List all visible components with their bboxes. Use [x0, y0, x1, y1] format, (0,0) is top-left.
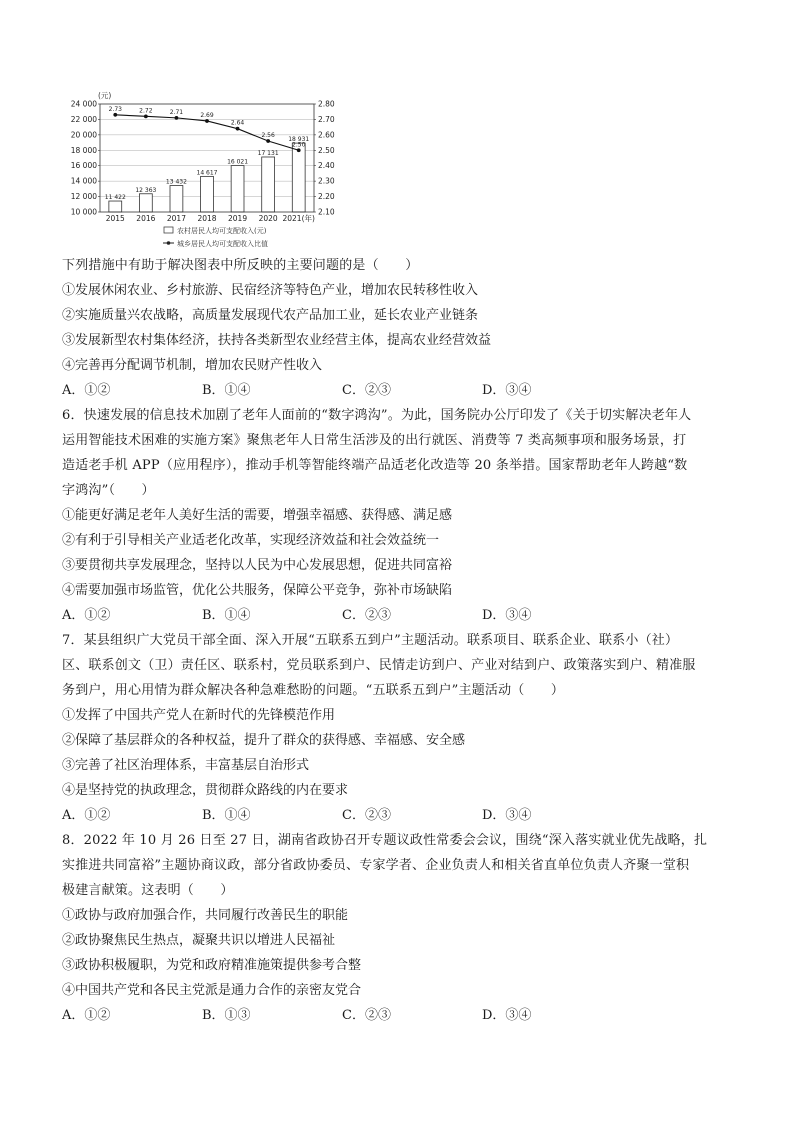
y-tick-label: 14 000	[70, 176, 97, 186]
q7-option-a[interactable]: A．①②	[62, 808, 111, 823]
q7-option-c[interactable]: C．②③	[342, 808, 391, 823]
y-tick-label: 22 000	[70, 114, 97, 124]
ratio-point	[175, 116, 179, 120]
x-tick-label: 2018	[197, 214, 217, 223]
bar	[139, 194, 152, 212]
q8-option-d[interactable]: D．③④	[482, 1008, 532, 1023]
bar	[170, 186, 183, 212]
q8-options	[62, 1006, 742, 1026]
x-tick-label: 2020	[258, 214, 278, 223]
q5-item-4: ④完善再分配调节机制，增加农民财产性收入	[62, 358, 323, 373]
ratio-point	[236, 127, 240, 131]
ratio-data-label: 2.56	[261, 132, 275, 140]
q6-options	[62, 606, 742, 626]
q6-option-a[interactable]: A．①②	[62, 608, 111, 623]
q8-item-4: ④中国共产党和各民主党派是通力合作的亲密友党合	[62, 983, 362, 998]
ratio-data-label: 2.73	[108, 105, 122, 113]
q7-item-4: ④是坚持党的执政理念，贯彻群众路线的内在要求	[62, 783, 349, 798]
q5-item-3: ③发展新型农村集体经济，扶持各类新型农业经营主体，提高农业经营效益	[62, 333, 492, 348]
y-tick-label: 12 000	[70, 192, 97, 202]
bar-series	[105, 136, 310, 212]
ratio-point	[144, 114, 148, 118]
q5-stem: 下列措施中有助于解决图表中所反映的主要问题的是（ ）	[62, 258, 419, 273]
q7-item-3: ③完善了社区治理体系，丰富基层自治形式	[62, 758, 310, 773]
ratio-point	[266, 139, 270, 143]
x-tick-label: 2019	[228, 214, 248, 223]
x-tick-label: 2021(年)	[282, 214, 315, 223]
q7-item-2: ②保障了基层群众的各种权益，提升了群众的获得感、幸福感、安全感	[62, 733, 466, 748]
chart-legend	[163, 226, 268, 248]
bar	[262, 157, 275, 212]
x-tick-label: 2016	[136, 214, 156, 223]
legend-line-marker	[167, 241, 171, 245]
q7-option-b[interactable]: B．①④	[202, 808, 251, 823]
ratio-data-label: 2.50	[292, 141, 306, 149]
y2-tick-label: 2.30	[318, 176, 335, 186]
bar	[292, 143, 305, 212]
q6-item-3: ③要贯彻共享发展理念，坚持以人民为中心发展思想，促进共同富裕	[62, 558, 453, 573]
y2-tick-label: 2.60	[318, 130, 335, 140]
q8-option-c[interactable]: C．②③	[342, 1008, 391, 1023]
q8-stem-line-2: 实推进共同富裕”主题协商议政，部分省政协委员、专家学者、企业负责人和相关省直单位负责人齐聚一堂积	[62, 858, 690, 873]
bar	[201, 176, 214, 212]
bar-data-label: 17 131	[257, 149, 279, 157]
x-tick-label: 2017	[166, 214, 186, 223]
y-tick-label: 10 000	[70, 207, 97, 217]
q5-option-a[interactable]: A．①②	[62, 383, 111, 398]
bar-data-label: 13 432	[165, 178, 187, 186]
q5-option-b[interactable]: B．①④	[202, 383, 251, 398]
q6-stem-line-1: 6．快速发展的信息技术加剧了老年人面前的“数字鸿沟”。为此，国务院办公厅印发了《关于切实解决老年人	[62, 408, 692, 423]
q5-item-2: ②实施质量兴农战略，高质量发展现代农产品加工业，延长农业产业链条	[62, 308, 479, 323]
q6-item-4: ④需要加强市场监管，优化公共服务，保障公平竞争，弥补市场缺陷	[62, 583, 453, 598]
bar-data-label: 14 617	[196, 169, 218, 177]
q7-stem-line-2: 区、联系创文（卫）责任区、联系村，党员联系到户、民情走访到户、产业对结到户、政策落实到户、精准服	[62, 658, 696, 673]
q6-stem-line-2: 运用智能技术困难的实施方案》聚焦老年人日常生活涉及的出行就医、消费等 7 类高频事项和服务场景，打	[62, 433, 687, 448]
q7-stem-line-3: 务到户，用心用情为群众解决各种急难愁盼的问题。“五联系五到户”主题活动（ ）	[62, 683, 565, 698]
q6-option-c[interactable]: C．②③	[342, 608, 391, 623]
bar-data-label: 16 021	[227, 158, 249, 166]
ratio-data-label: 2.72	[139, 107, 153, 115]
y2-tick-label: 2.40	[318, 161, 335, 171]
y-tick-label: 16 000	[70, 161, 97, 171]
q7-options	[62, 806, 742, 826]
ratio-point	[205, 119, 209, 123]
y2-tick-label: 2.10	[318, 207, 335, 217]
bar-data-label: 12 363	[135, 186, 157, 194]
legend-bar-swatch	[164, 227, 173, 233]
q5-option-d[interactable]: D．③④	[482, 383, 532, 398]
y2-tick-label: 2.20	[318, 192, 335, 202]
q7-item-1: ①发挥了中国共产党人在新时代的先锋模范作用	[62, 708, 336, 723]
legend-bar-label: 农村居民人均可支配收入(元)	[177, 227, 267, 235]
q8-item-1: ①政协与政府加强合作，共同履行改善民生的职能	[62, 908, 349, 923]
y2-tick-label: 2.80	[318, 99, 335, 109]
y-tick-label: 18 000	[70, 145, 97, 155]
q5-item-1: ①发展休闲农业、乡村旅游、民宿经济等特色产业，增加农民转移性收入	[62, 283, 479, 298]
y-tick-label: 24 000	[70, 99, 97, 109]
x-tick-label: 2015	[105, 214, 125, 223]
bar-data-label: 11 422	[104, 194, 126, 202]
bar	[231, 166, 244, 212]
q5-options	[62, 381, 742, 401]
income-chart	[62, 86, 362, 254]
q8-item-2: ②政协聚焦民生热点，凝聚共识以增进人民福祉	[62, 933, 336, 948]
q6-option-b[interactable]: B．①④	[202, 608, 251, 623]
q8-stem-line-1: 8．2022 年 10 月 26 日至 27 日，湖南省政协召开专题议政性常委会会议，围绕“深入落实就业优先战略，扎	[62, 833, 708, 848]
ratio-point	[113, 113, 117, 117]
q6-item-2: ②有利于引导相关产业适老化改革，实现经济效益和社会效益统一	[62, 533, 440, 548]
q6-stem-line-3: 造适老手机 APP（应用程序），推动手机等智能终端产品适老化改造等 20 条举措。国家帮助老年人跨越“数	[62, 458, 688, 473]
q6-option-d[interactable]: D．③④	[482, 608, 532, 623]
ratio-data-label: 2.64	[230, 119, 245, 127]
ratio-data-label: 2.69	[200, 111, 214, 119]
q8-item-3: ③政协积极履职，为党和政府精准施策提供参考合整	[62, 958, 362, 973]
ratio-data-label: 2.71	[169, 108, 184, 116]
ratio-point	[297, 148, 301, 152]
q6-item-1: ①能更好满足老年人美好生活的需要，增强幸福感、获得感、满足感	[62, 508, 453, 523]
y-unit-label: (元)	[98, 91, 112, 100]
q8-option-a[interactable]: A．①②	[62, 1008, 111, 1023]
q8-option-b[interactable]: B．①③	[202, 1008, 251, 1023]
y2-tick-label: 2.50	[318, 145, 335, 155]
q6-stem-line-4: 字鸿沟”（ ）	[62, 483, 155, 498]
q7-option-d[interactable]: D．③④	[482, 808, 532, 823]
line-series	[109, 106, 306, 152]
legend-line-label: 城乡居民人均可支配收入比值	[177, 240, 268, 248]
bar	[109, 201, 122, 212]
y2-tick-label: 2.70	[318, 114, 335, 124]
q8-stem-line-3: 极建言献策。这表明（ ）	[62, 883, 234, 898]
y-tick-label: 20 000	[70, 130, 97, 140]
bar-data-label: 18 931	[288, 136, 310, 144]
q7-stem-line-1: 7．某县组织广大党员干部全面、深入开展“五联系五到户”主题活动。联系项目、联系企业、联系小（社）	[62, 633, 679, 648]
q5-option-c[interactable]: C．②③	[342, 383, 391, 398]
